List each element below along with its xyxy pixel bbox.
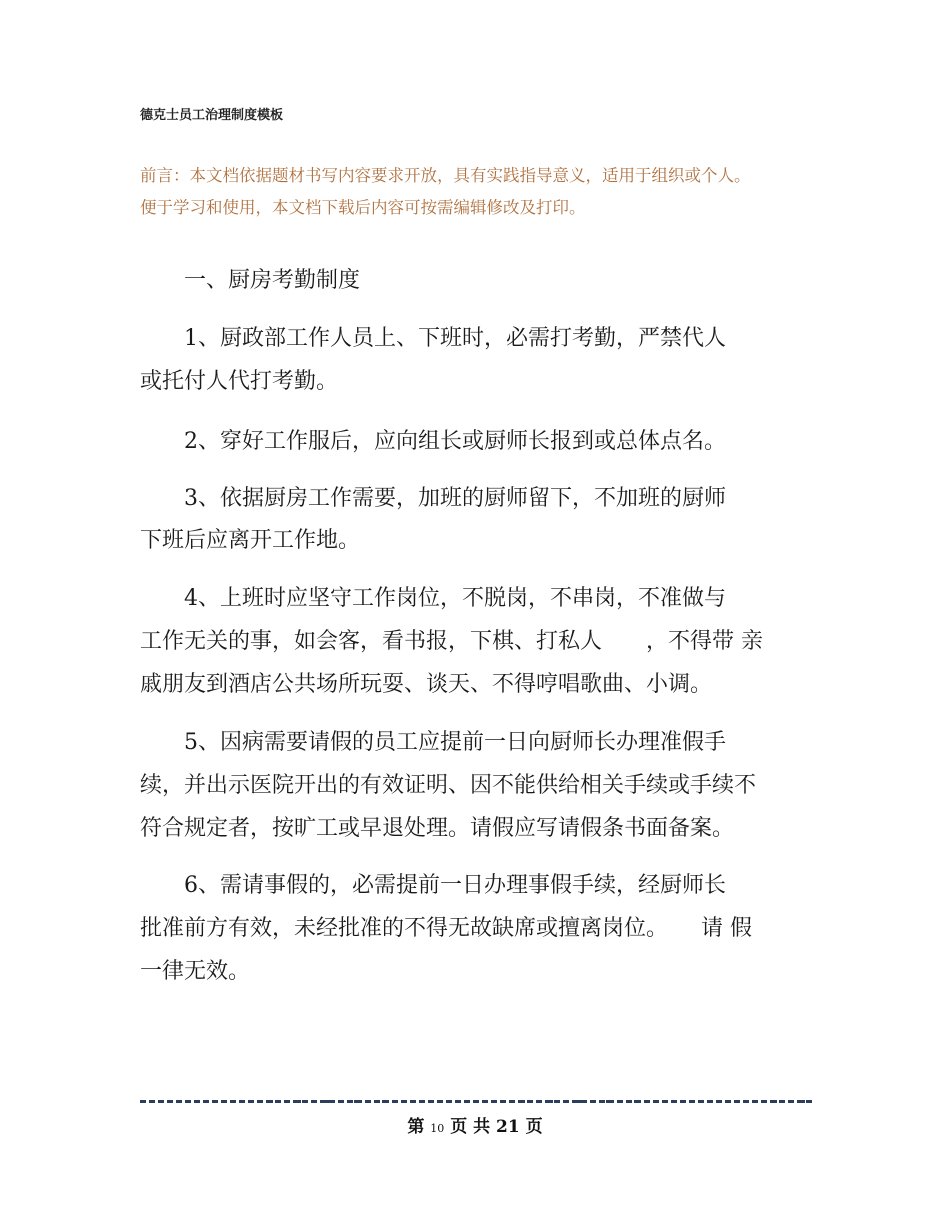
total-page-count: 21 [496,1117,520,1137]
body-line: 或托付人代打考勤。 [140,369,339,394]
body-line: 3、依据厨房工作需要，加班的厨师留下，不加班的厨师 [140,486,726,511]
body-line: 1、厨政部工作人员上、下班时，必需打考勤，严禁代人 [140,326,726,351]
footer-prefix: 第 [407,1117,425,1137]
footer-suffix: 页 [525,1117,543,1137]
body-line: 5、因病需要请假的员工应提前一日向厨师长办理准假手 [140,730,726,755]
preface-line: 便于学习和使用，本文档下载后内容可按需编辑修改及打印。 [140,198,586,217]
body-line: 一律无效。 [140,959,251,984]
footer-divider [140,1100,812,1103]
preface [140,160,840,224]
body-line: 戚朋友到酒店公共场所玩耍、谈天、不得哼唱歌曲、小调。 [140,672,713,697]
body-line: 批准前方有效，未经批准的不得无故缺席或擅离岗位。 请 假 [140,916,752,941]
body-line: 4、上班时应坚守工作岗位，不脱岗，不串岗，不准做与 [140,586,726,611]
body-line: 下班后应离开工作地。 [140,528,361,553]
body-line: 6、需请事假的，必需提前一日办理事假手续，经厨师长 [140,873,726,898]
current-page-number: 10 [430,1122,445,1135]
section-heading: 一、厨房考勤制度 [140,268,361,293]
document-title: 德克士员工治理制度模板 [140,108,284,123]
page-number-footer [0,1112,950,1137]
body-line: 工作无关的事，如会客，看书报，下棋、打私人 ，不得带 亲 [140,629,763,654]
body-line: 续，并出示医院开出的有效证明、因不能供给相关手续或手续不 [140,773,757,798]
preface-line: 前言：本文档依据题材书写内容要求开放，具有实践指导意义，适用于组织或个人。 [140,166,751,185]
body-line: 2、穿好工作服后，应向组长或厨师长报到或总体点名。 [140,429,726,454]
body-line: 符合规定者，按旷工或早退处理。请假应写请假条书面备案。 [140,816,735,841]
footer-middle: 页 共 [450,1117,491,1137]
